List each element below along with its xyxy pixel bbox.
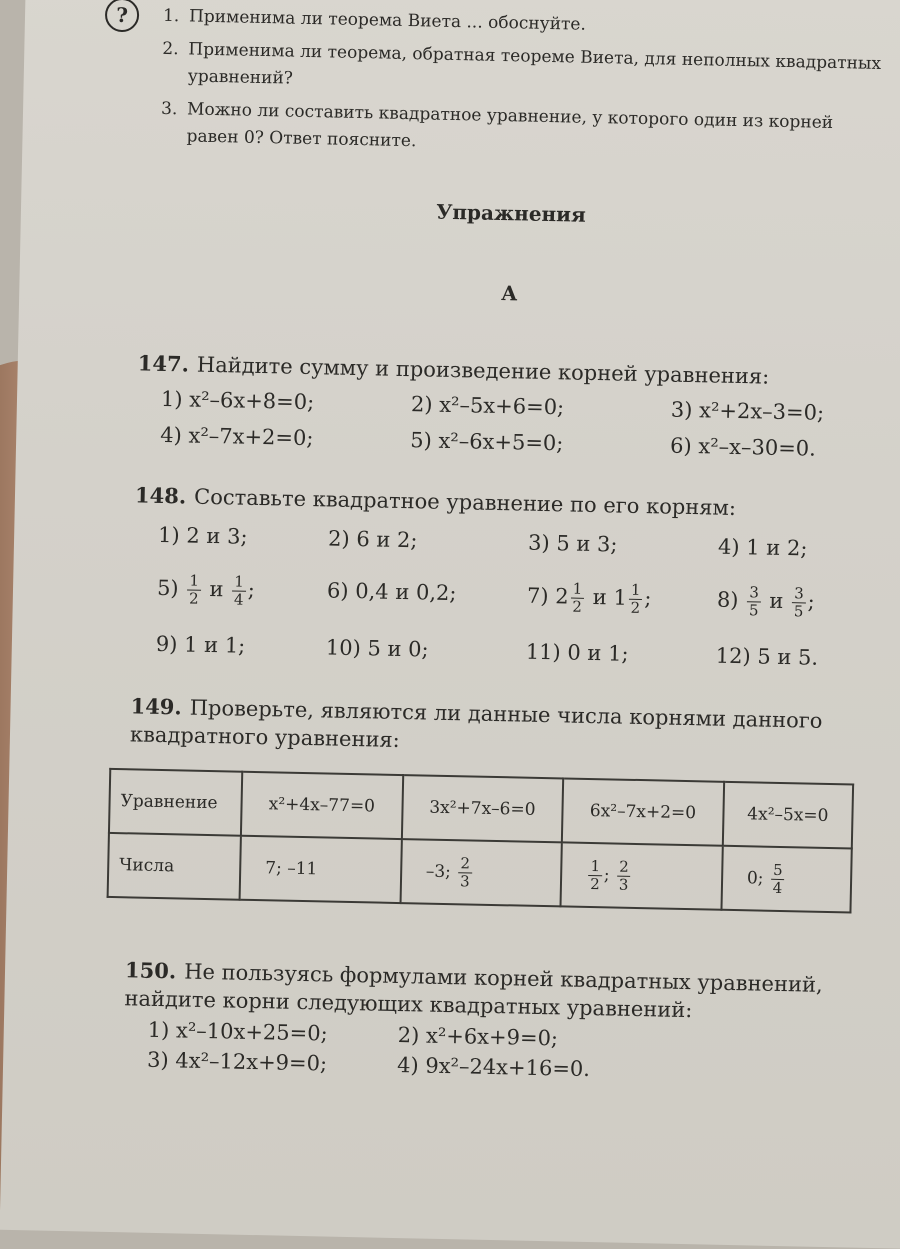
page-content: [115, 2, 885, 1090]
exercise-150: [123, 956, 865, 1089]
fraction: [628, 582, 642, 617]
fraction-denominator: 2: [572, 597, 583, 616]
table-cell: [561, 842, 723, 909]
roots-item: 11) 0 и 1;: [525, 639, 629, 666]
fraction-numerator: 2: [617, 858, 631, 876]
roots-item: 4) 1 и 2;: [717, 534, 808, 561]
cell-separator: ;: [603, 864, 610, 885]
fraction: [570, 581, 584, 616]
fraction: [187, 573, 201, 608]
roots-item: 9) 1 и 1;: [155, 631, 246, 658]
fraction-numerator: 5: [771, 861, 785, 879]
fraction-numerator: 1: [588, 857, 602, 875]
equation-item: 4) x²–7x+2=0;: [160, 422, 314, 451]
fraction-denominator: 2: [589, 874, 600, 893]
roots-item: 6) 0,4 и 0,2;: [326, 578, 457, 606]
table-cell: 6x²–7x+2=0: [562, 778, 724, 845]
table-cell: [721, 846, 852, 913]
fraction: [588, 857, 602, 892]
exercise-heading: [135, 481, 875, 524]
item-end: ;: [644, 586, 652, 611]
fraction-numerator: 3: [792, 585, 806, 603]
fraction-denominator: 2: [630, 598, 641, 618]
row-label: Числа: [108, 833, 241, 900]
question-number: 2.: [162, 38, 179, 60]
roots-item: 2) 6 и 2;: [327, 526, 418, 553]
item-conjunction: и: [209, 576, 224, 602]
fraction: [770, 861, 784, 896]
fraction-numerator: 3: [747, 584, 761, 602]
equation-item: 3) x²+2x–3=0;: [670, 397, 825, 425]
roots-item: 1) 2 и 3;: [157, 522, 248, 549]
fraction-numerator: 1: [629, 582, 643, 600]
roots-item: 10) 5 и 0;: [325, 635, 429, 662]
roots-item: 3) 5 и 3;: [527, 530, 618, 557]
fraction-numerator: 2: [458, 855, 472, 873]
fraction-denominator: 2: [188, 589, 199, 608]
exercise-number: 148.: [134, 482, 187, 509]
item-end: ;: [247, 577, 256, 602]
exercise-title: Не пользуясь формулами корней квадратных уравнений, найдите корни следующих квадратных уравнений:: [124, 959, 823, 1023]
question-mark-icon: ?: [105, 0, 140, 32]
exercise-number: 150.: [124, 957, 177, 984]
fraction: [617, 858, 631, 893]
fraction-denominator: 4: [772, 878, 783, 897]
equation-item: 5) x²–6x+5=0;: [409, 428, 564, 456]
exercise-title: Проверьте, являются ли данные числа корнями данного квадратного уравнения:: [129, 695, 823, 752]
roots-check-table: [107, 768, 855, 914]
equation-item: 3) 4x²–12x+9=0;: [146, 1047, 328, 1076]
exercise-title: Составьте квадратное уравнение по его корням:: [193, 484, 737, 520]
fraction-numerator: 1: [571, 581, 585, 599]
review-questions: [115, 2, 885, 165]
equation-item: 1) x²–10x+25=0;: [147, 1017, 328, 1046]
fraction: [747, 584, 761, 619]
exercise-147: [136, 349, 878, 466]
question-text: Применима ли теорема, обратная теореме Виета, для неполных квадратных уравнений?: [187, 39, 882, 89]
item-prefix: 8): [716, 587, 739, 613]
fraction-numerator: 1: [187, 573, 201, 591]
roots-item: [717, 584, 848, 622]
item-end: ;: [807, 589, 815, 614]
item-conjunction: и: [769, 588, 784, 613]
exercise-heading: [130, 692, 871, 763]
question-text: Можно ли составить квадратное уравнение, у которого один из корней равен 0? Ответ поясните.: [186, 99, 834, 152]
equation-list: [160, 382, 877, 467]
roots-item: [527, 580, 718, 619]
fraction-denominator: 5: [748, 601, 759, 620]
fraction: [792, 585, 806, 620]
fraction-denominator: 4: [233, 590, 244, 609]
equation-item: 4) 9x²–24x+16=0.: [396, 1053, 591, 1082]
fraction-numerator: 1: [232, 573, 246, 591]
row-label: Уравнение: [109, 769, 242, 836]
cell-prefix: 0;: [746, 867, 764, 889]
table-cell: 4x²–5x=0: [723, 782, 854, 849]
fraction: [232, 573, 246, 608]
exercise-number: 147.: [137, 350, 190, 377]
section-title: Упражнения: [435, 199, 587, 227]
question-3: [142, 95, 883, 164]
difficulty-level: А: [500, 281, 518, 306]
fraction-denominator: 3: [459, 871, 470, 890]
question-number: 1.: [162, 5, 180, 27]
question-text: Применима ли теорема Виета ... обоснуйте.: [188, 6, 587, 35]
fraction-denominator: 3: [618, 875, 629, 894]
fraction: [458, 855, 472, 890]
item-prefix: 5): [156, 575, 179, 601]
roots-list: [156, 520, 875, 674]
equation-list: [147, 1015, 864, 1090]
cell-prefix: –3;: [425, 861, 452, 882]
table-cell: x²+4x–77=0: [241, 772, 403, 839]
exercise-title: Найдите сумму и произведение корней уравнения:: [196, 352, 770, 389]
exercise-149: [119, 692, 871, 913]
item-prefix: 7) 2: [526, 583, 569, 609]
equation-item: 2) x²+6x+9=0;: [397, 1023, 559, 1051]
equation-item: 1) x²–6x+8=0;: [160, 386, 315, 415]
fraction-denominator: 5: [793, 602, 804, 621]
table-cell: [400, 839, 562, 906]
question-number: 3.: [160, 98, 178, 120]
equation-item: 6) x²–x–30=0.: [669, 433, 817, 461]
table-cell: 7; –11: [240, 836, 402, 903]
exercise-number: 149.: [130, 693, 183, 720]
roots-item: [157, 572, 328, 611]
question-2: [144, 35, 885, 104]
roots-item: 12) 5 и 5.: [715, 643, 819, 670]
equation-item: 2) x²–5x+6=0;: [410, 392, 565, 420]
item-conjunction: и 1: [592, 585, 628, 610]
exercise-148: [132, 481, 876, 673]
table-cell: 3x²+7x–6=0: [401, 775, 563, 842]
